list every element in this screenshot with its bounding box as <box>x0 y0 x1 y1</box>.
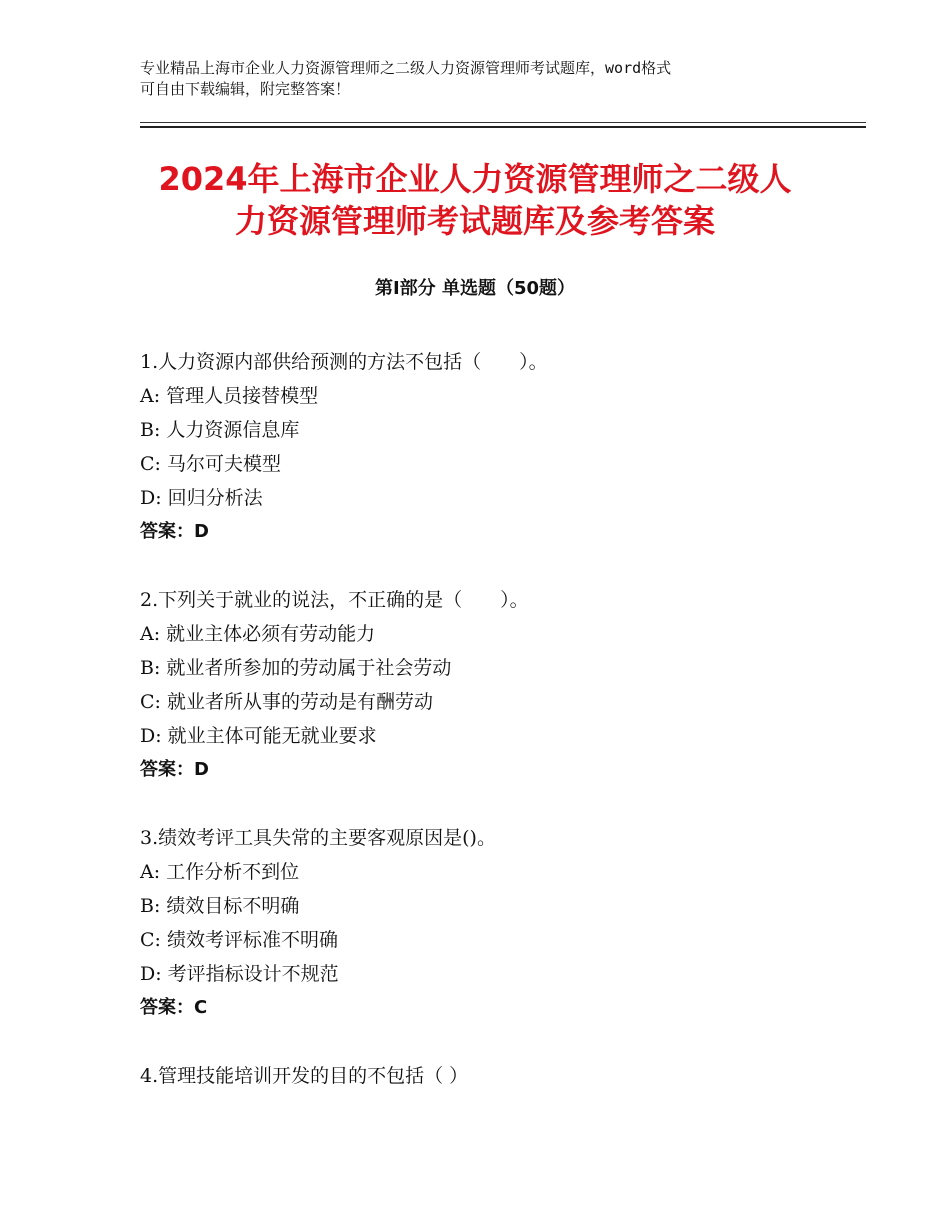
question-2 <box>140 583 860 787</box>
option-a: A: 工作分析不到位 <box>140 861 300 883</box>
question-stem: 1.人力资源内部供给预测的方法不包括（ ）。 <box>140 351 548 373</box>
header-divider-thin <box>140 122 866 123</box>
document-title-line2: 力资源管理师考试题库及参考答案 <box>234 202 715 240</box>
header-note-line2: 可自由下载编辑，附完整答案！ <box>140 80 351 98</box>
answer: 答案：C <box>140 997 208 1018</box>
option-b: B: 人力资源信息库 <box>140 419 300 441</box>
option-a: A: 就业主体必须有劳动能力 <box>140 623 376 645</box>
option-c: C: 马尔可夫模型 <box>140 453 281 475</box>
option-b: B: 绩效目标不明确 <box>140 895 300 917</box>
document-title-line1: 2024年上海市企业人力资源管理师之二级人 <box>158 160 792 198</box>
section-title: 第Ⅰ部分 单选题（50题） <box>374 278 575 299</box>
question-stem: 2.下列关于就业的说法，不正确的是（ ）。 <box>140 589 529 611</box>
document-title <box>100 158 850 242</box>
answer: 答案：D <box>140 521 209 542</box>
question-1 <box>140 345 860 549</box>
question-4 <box>140 1059 860 1093</box>
question-stem: 3.绩效考评工具失常的主要客观原因是()。 <box>140 827 496 849</box>
option-b: B: 就业者所参加的劳动属于社会劳动 <box>140 657 452 679</box>
header-note-line1: 专业精品上海市企业人力资源管理师之二级人力资源管理师考试题库，word格式 <box>140 59 672 77</box>
header-divider-thick <box>140 126 866 128</box>
header-note <box>140 58 820 100</box>
question-stem: 4.管理技能培训开发的目的不包括（ ） <box>140 1065 469 1087</box>
option-a: A: 管理人员接替模型 <box>140 385 319 407</box>
option-c: C: 绩效考评标准不明确 <box>140 929 338 951</box>
question-list <box>140 345 860 1127</box>
option-c: C: 就业者所从事的劳动是有酬劳动 <box>140 691 433 713</box>
option-d: D: 考评指标设计不规范 <box>140 963 339 985</box>
answer: 答案：D <box>140 759 209 780</box>
option-d: D: 回归分析法 <box>140 487 263 509</box>
question-3 <box>140 821 860 1025</box>
option-d: D: 就业主体可能无就业要求 <box>140 725 377 747</box>
